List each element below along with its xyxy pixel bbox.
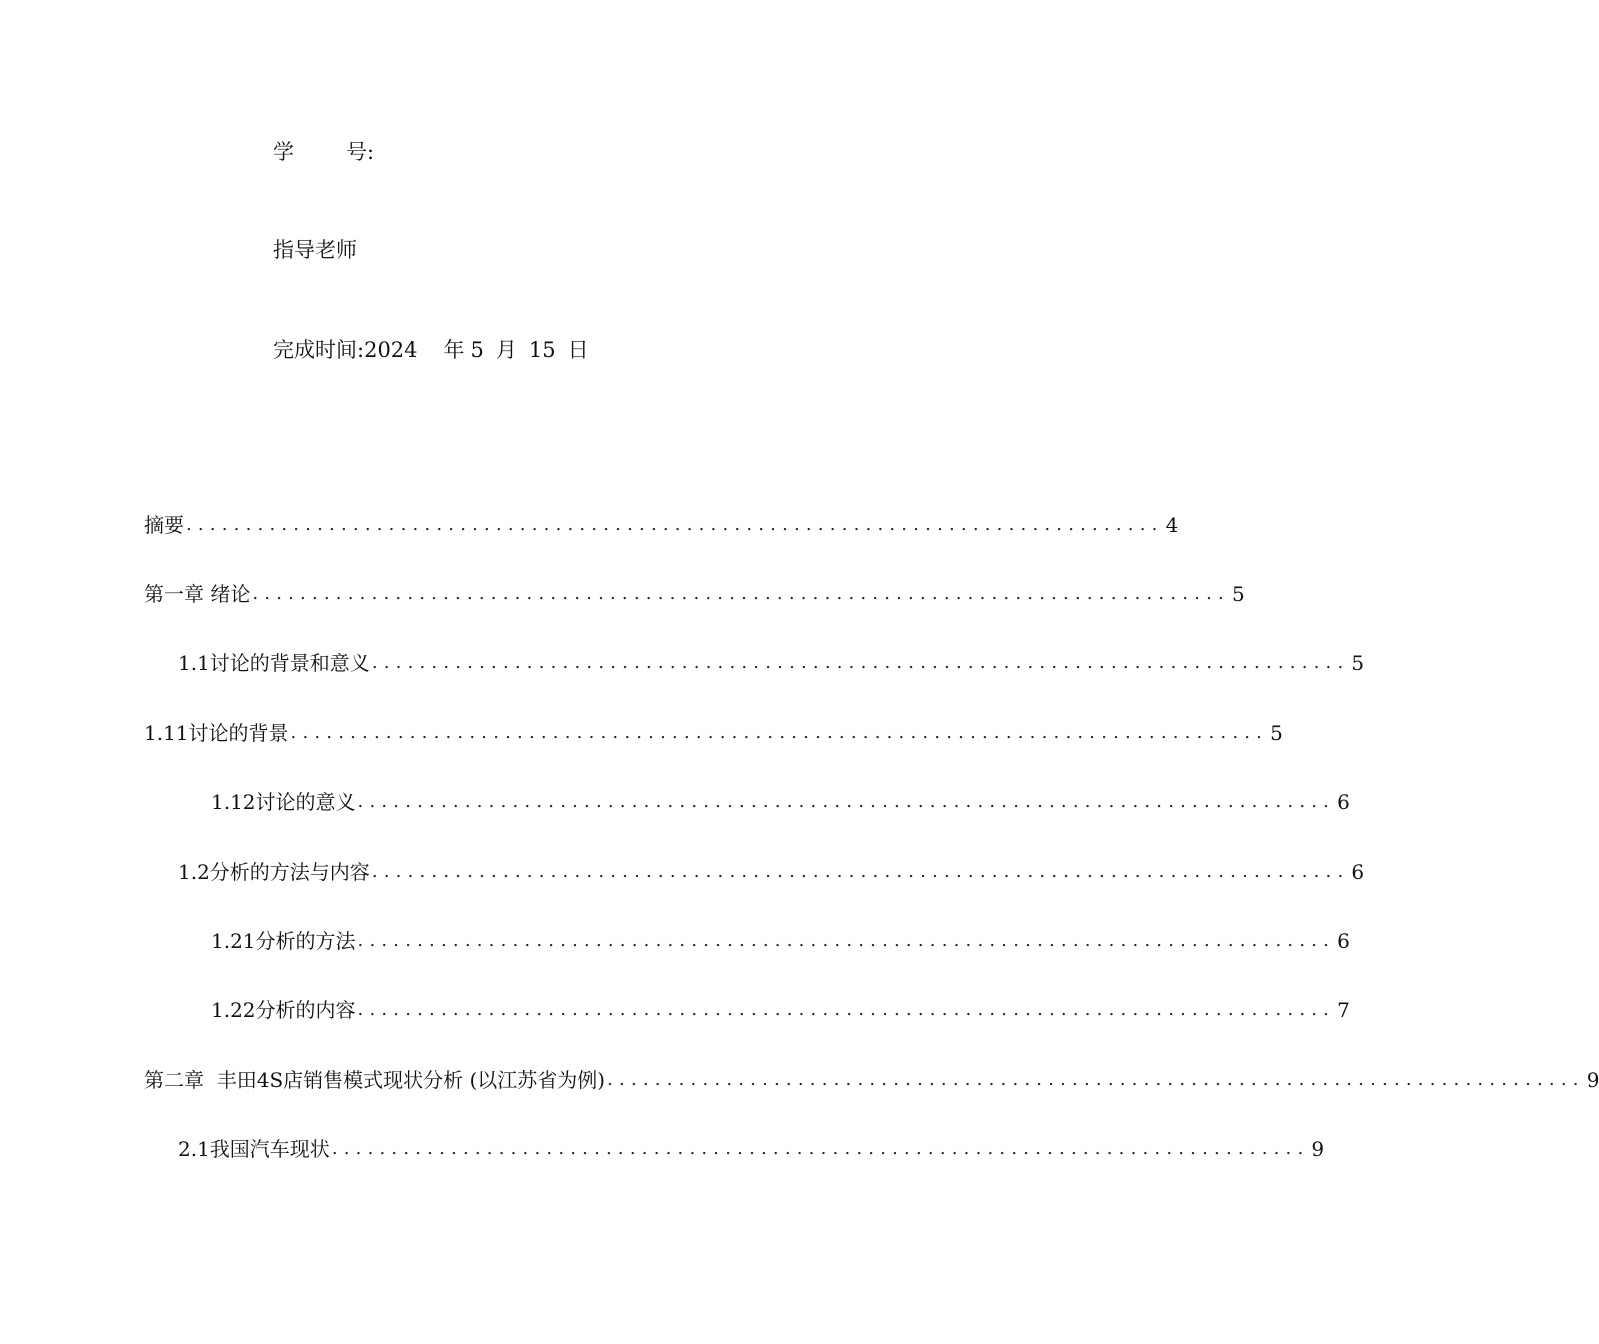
toc-entry-page: 5 <box>1231 582 1245 606</box>
toc-entry[interactable] <box>211 787 1350 817</box>
toc-entry-page: 6 <box>1337 929 1350 953</box>
toc-leader-dots: .................................................................................. <box>357 999 1336 1020</box>
toc-leader-dots: .................................................................................. <box>357 791 1336 812</box>
toc-entry-title: 第二章 丰田4S店销售模式现状分析 (以江苏省为例) <box>144 1068 606 1092</box>
toc-entry-title: 第一章 绪论 <box>144 582 251 606</box>
toc-entry-title: 摘要 <box>144 513 184 537</box>
completion-month-unit: 月 <box>495 338 517 362</box>
toc-leader-dots: .................................................................................. <box>186 514 1164 535</box>
toc-entry-page: 5 <box>1351 651 1365 675</box>
toc-entry[interactable] <box>144 510 1179 540</box>
toc-entry-page: 7 <box>1337 998 1350 1022</box>
toc-entry-title: 1.2分析的方法与内容 <box>178 860 370 884</box>
toc-leader-dots: .................................................................................. <box>252 583 1230 604</box>
toc-entry[interactable] <box>178 1134 1325 1164</box>
completion-day: 15 <box>528 338 556 362</box>
student-id-label-first-char: 学 <box>273 140 294 164</box>
completion-day-unit: 日 <box>567 338 589 362</box>
toc-entry[interactable] <box>178 648 1365 678</box>
toc-leader-dots: .................................................................................. <box>371 861 1350 882</box>
advisor-line <box>273 236 357 264</box>
completion-date-line <box>273 336 589 364</box>
toc-entry-title: 1.1讨论的背景和意义 <box>178 651 370 675</box>
completion-date-value <box>364 338 589 362</box>
toc-entry-title: 1.12讨论的意义 <box>211 790 356 814</box>
toc-entry-page: 4 <box>1165 513 1179 537</box>
advisor-label: 指导老师 <box>273 238 357 262</box>
toc-leader-dots: .................................................................................. <box>607 1069 1585 1090</box>
student-id-label-second-char: 号: <box>346 140 375 164</box>
completion-month: 5 <box>470 338 484 362</box>
student-id-line <box>273 138 374 166</box>
toc-entry-page: 6 <box>1351 860 1365 884</box>
toc-entry[interactable] <box>211 926 1350 956</box>
toc-entry[interactable] <box>144 579 1245 609</box>
toc-entry-title: 1.11讨论的背景 <box>144 721 289 745</box>
toc-leader-dots: .................................................................................. <box>290 722 1269 743</box>
completion-year: 2024 <box>364 338 418 362</box>
toc-entry-title: 1.21分析的方法 <box>211 929 356 953</box>
toc-leader-dots: .................................................................................. <box>357 930 1336 951</box>
toc-entry-page: 9 <box>1586 1068 1599 1092</box>
toc-entry-title: 2.1我国汽车现状 <box>178 1137 330 1161</box>
toc-entry[interactable] <box>178 857 1365 887</box>
toc-entry-page: 9 <box>1311 1137 1325 1161</box>
toc-entry[interactable] <box>144 1065 1599 1095</box>
completion-year-unit: 年 <box>443 338 465 362</box>
toc-entry-page: 6 <box>1337 790 1350 814</box>
toc-entry-title: 1.22分析的内容 <box>211 998 356 1022</box>
toc-entry-page: 5 <box>1270 721 1283 745</box>
toc-leader-dots: .................................................................................. <box>331 1138 1310 1159</box>
toc-entry[interactable] <box>211 995 1350 1025</box>
toc-leader-dots: .................................................................................. <box>371 652 1350 673</box>
toc-entry[interactable] <box>144 718 1283 748</box>
completion-label: 完成时间: <box>273 338 365 362</box>
